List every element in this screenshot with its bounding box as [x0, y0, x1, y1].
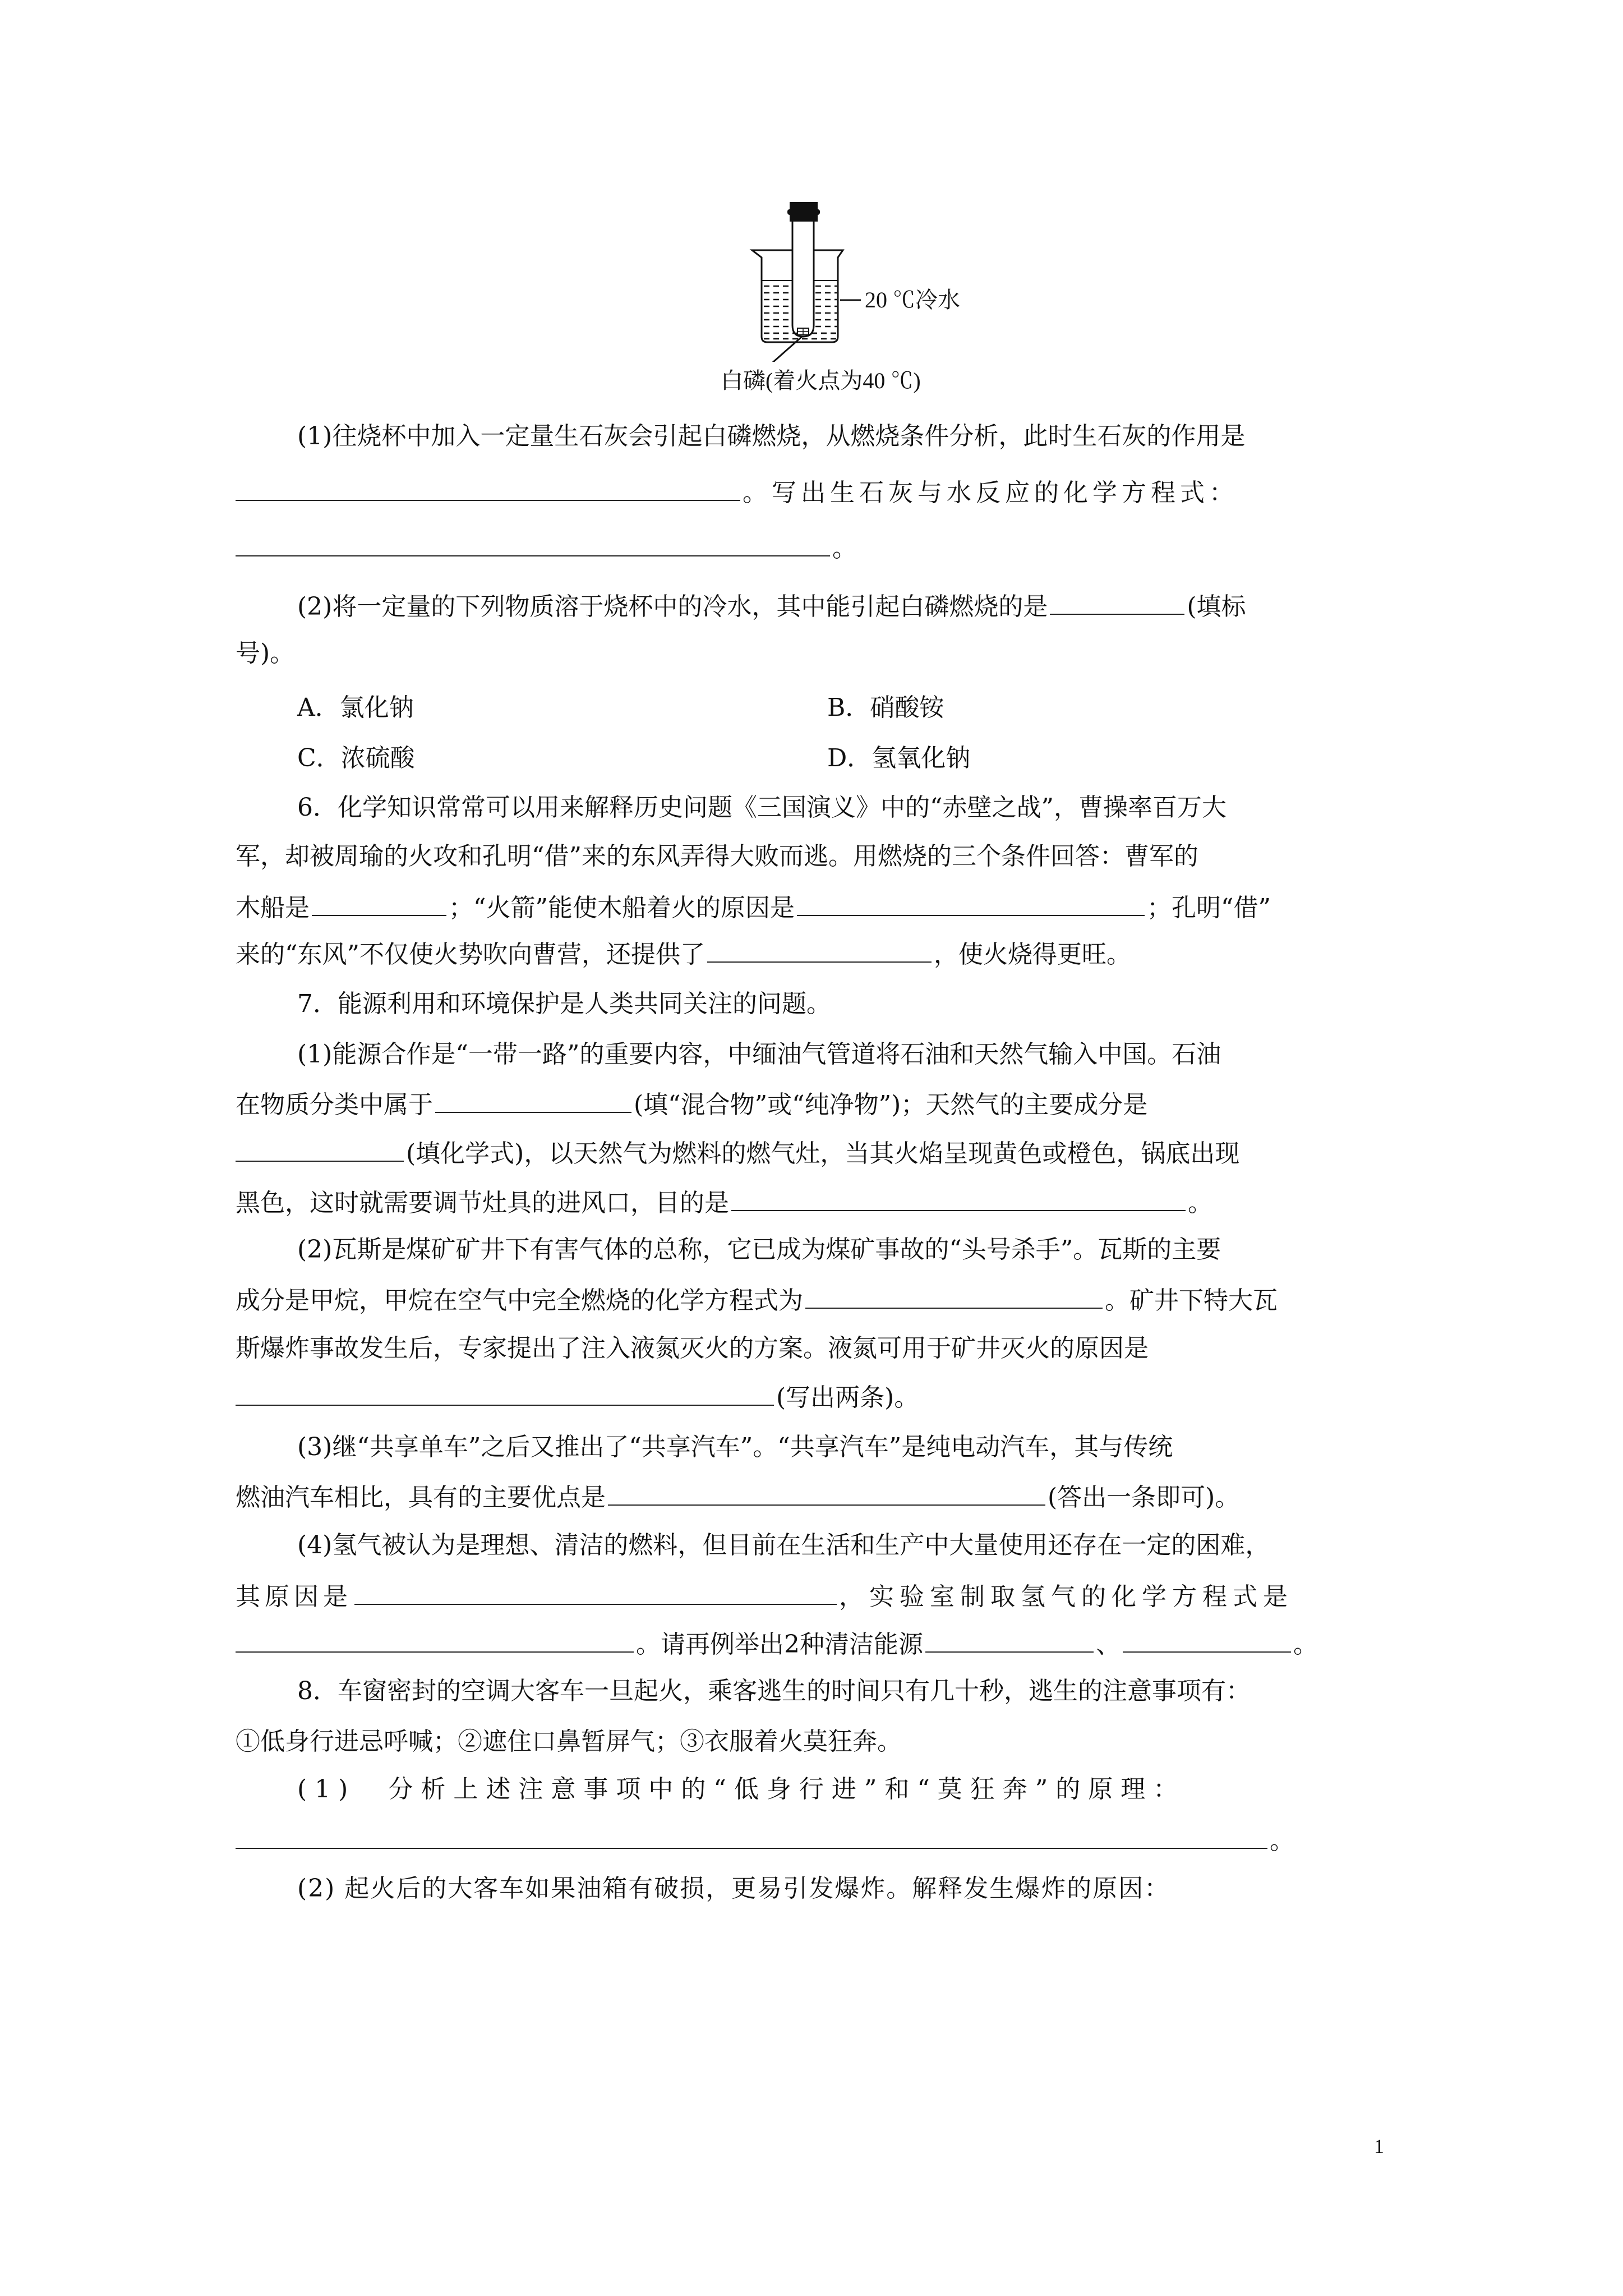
beaker-diagram — [712, 194, 993, 407]
q6-line4: 来的“东风”不仅使火势吹向曹营，还提供了 ，使火烧得更旺。 — [236, 937, 1385, 970]
beaker-test-tube-illustration — [712, 194, 993, 362]
q6-line1: 6．化学知识常常可以用来解释历史问题《三国演义》中的“赤壁之战”，曹操率百万大 — [297, 793, 1227, 822]
q6-line3: 木船是 ；“火箭”能使木船着火的原因是 ；孔明“借” — [236, 890, 1385, 924]
answer-blank[interactable] — [236, 475, 740, 501]
q7-p1-line4: 黑色，这时就需要调节灶具的进风口，目的是 。 — [236, 1185, 1385, 1219]
answer-blank[interactable] — [805, 1283, 1103, 1309]
q8-line1: 8．车窗密封的空调大客车一旦起火，乘客逃生的时间只有几十秒，逃生的注意事项有： — [297, 1677, 1251, 1705]
answer-blank[interactable] — [312, 890, 446, 916]
q7-p1-line1: (1)能源合作是“一带一路”的重要内容，中缅油气管道将石油和天然气输入中国。石油 — [297, 1040, 1221, 1069]
q5-p1-line3: 。 — [236, 531, 1385, 564]
q7-p3-line2: 燃油汽车相比，具有的主要优点是 (答出一条即可)。 — [236, 1480, 1385, 1513]
answer-blank[interactable] — [435, 1087, 631, 1113]
q7-p2-line2: 成分是甲烷，甲烷在空气中完全燃烧的化学方程式为 。矿井下特大瓦 — [236, 1283, 1385, 1317]
option-b[interactable]: B．硝酸铵 — [827, 693, 944, 722]
q7-p2-line1: (2)瓦斯是煤矿矿井下有害气体的总称，它已成为煤矿事故的“头号杀手”。瓦斯的主要 — [297, 1235, 1221, 1264]
q8-line2: ①低身行进忌呼喊；②遮住口鼻暂屏气；③衣服着火莫狂奔。 — [236, 1727, 902, 1756]
answer-blank[interactable] — [1050, 589, 1184, 615]
test-tube — [792, 222, 814, 337]
answer-blank[interactable] — [731, 1185, 1186, 1211]
answer-blank[interactable] — [797, 890, 1145, 916]
phosphorus-label: 白磷(着火点为40 ℃) — [721, 368, 921, 393]
q7-p4-line3: 。请再例举出2种清洁能源 、 。 — [236, 1627, 1385, 1660]
q6-line2: 军，却被周瑜的火攻和孔明“借”来的东风弄得大败而逃。用燃烧的三个条件回答：曹军的 — [236, 842, 1198, 871]
q8-p1-line1: (1) 分析上述注意事项中的“低身行进”和“莫狂奔”的原理： — [297, 1775, 1186, 1803]
q5-p1-line2: 。写出生石灰与水反应的化学方程式： — [236, 475, 1385, 509]
option-c[interactable]: C．浓硫酸 — [297, 744, 415, 772]
q7-p1-line2: 在物质分类中属于 (填“混合物”或“纯净物”)；天然气的主要成分是 — [236, 1087, 1385, 1121]
q7-intro: 7．能源利用和环境保护是人类共同关注的问题。 — [297, 990, 831, 1018]
q5-p1-line1: (1)往烧杯中加入一定量生石灰会引起白磷燃烧，从燃烧条件分析，此时生石灰的作用是 — [297, 422, 1246, 450]
option-d[interactable]: D．氢氧化钠 — [827, 744, 971, 772]
q7-p1-line3: (填化学式)，以天然气为燃料的燃气灶，当其火焰呈现黄色或橙色，锅底出现 — [236, 1136, 1385, 1170]
q5-p2-line2: 号)。 — [236, 639, 295, 668]
q5-p2-line1: (2)将一定量的下列物质溶于烧杯中的冷水，其中能引起白磷燃烧的是 (填标 — [297, 589, 1385, 623]
q8-p1-line2: 。 — [236, 1823, 1385, 1857]
option-a[interactable]: A．氯化钠 — [297, 693, 414, 722]
answer-blank[interactable] — [707, 937, 932, 963]
answer-blank[interactable] — [1123, 1627, 1291, 1653]
answer-blank[interactable] — [354, 1579, 837, 1605]
answer-blank[interactable] — [236, 1627, 634, 1653]
answer-blank[interactable] — [236, 1823, 1267, 1849]
q8-p2-line1: (2) 起火后的大客车如果油箱有破损，更易引发爆炸。解释发生爆炸的原因： — [297, 1874, 1170, 1903]
q7-p4-line1: (4)氢气被认为是理想、清洁的燃料，但目前在生活和生产中大量使用还存在一定的困难， — [297, 1531, 1270, 1559]
q7-p2-line4: (写出两条)。 — [236, 1380, 1385, 1414]
answer-blank[interactable] — [236, 531, 830, 556]
page-number: 1 — [1374, 2135, 1384, 2157]
q7-p2-line3: 斯爆炸事故发生后，专家提出了注入液氮灭火的方案。液氮可用于矿井灭火的原因是 — [236, 1334, 1149, 1363]
answer-blank[interactable] — [236, 1380, 774, 1406]
answer-blank[interactable] — [925, 1627, 1094, 1653]
answer-blank[interactable] — [608, 1480, 1045, 1506]
q7-p4-line2: 其原因是 ，实验室制取氢气的化学方程式是 — [236, 1579, 1385, 1613]
water-label: 20 ℃冷水 — [865, 287, 960, 312]
q7-p3-line1: (3)继“共享单车”之后又推出了“共享汽车”。“共享汽车”是纯电动汽车，其与传统 — [297, 1433, 1173, 1461]
answer-blank[interactable] — [236, 1136, 404, 1162]
phosphorus-pointer-line — [768, 337, 802, 362]
